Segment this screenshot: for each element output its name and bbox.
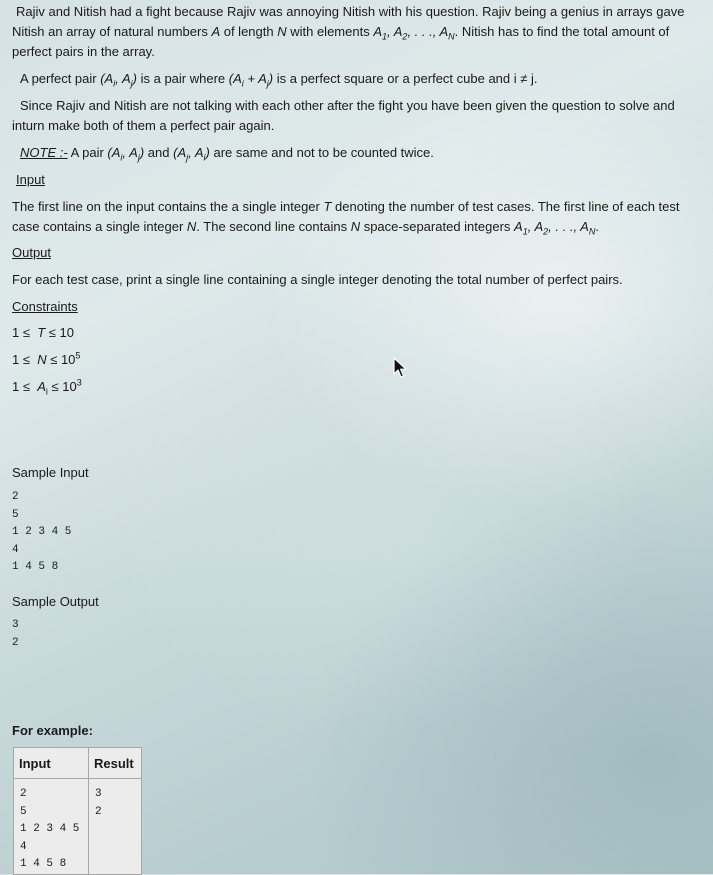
input-var-t: T (323, 199, 332, 214)
intro-text-4: . Nitish has to find the total amount of perfect pairs in the array. (12, 24, 670, 59)
perfect-pair-expr-2: $(A_i + A_j)$ (228, 71, 274, 89)
since-text: Since Rajiv and Nitish are not talking with each other after the fight you have been given the question to solve and inturn make both of them a perfect pair again. (12, 98, 675, 133)
output-description (12, 270, 704, 290)
input-text-5: . (595, 219, 599, 234)
example-table-header-row (14, 748, 142, 779)
example-col-input: Input (14, 748, 89, 779)
perfect-pair-text-1: A perfect pair (20, 71, 101, 86)
intro-var-n: N (277, 24, 287, 39)
intro-text-3: with elements (286, 24, 374, 39)
input-text-1: The first line on the input contains the a single integer (12, 199, 324, 214)
constraints-heading: Constraints (12, 299, 78, 314)
example-result-cell (89, 779, 142, 875)
example-table (13, 747, 142, 875)
perfect-pair-definition (12, 69, 704, 89)
note-label: NOTE :- (20, 145, 68, 160)
mouse-cursor-icon (393, 357, 407, 379)
example-result-value: 3 2 (95, 788, 102, 818)
perfect-pair-expr-1: ($A_i$, $A_j$) (100, 71, 137, 89)
perfect-pair-text-2: is a pair where (136, 71, 229, 86)
sample-input-heading: Sample Input (12, 465, 89, 480)
sample-output-code: 3 2 (12, 619, 19, 649)
example-input-value: 2 5 1 2 3 4 5 4 1 4 5 8 (20, 788, 80, 870)
constraint-n: $1 \le N \le 10^5$ (12, 350, 81, 367)
intro-elements: $A_1$, $A_2$, . . ., $A_N$ (373, 24, 455, 42)
since-paragraph (12, 96, 704, 136)
sample-output-heading-block (12, 592, 704, 612)
constraint-t: 1 ≤ T ≤ 10 (12, 325, 74, 340)
sample-input-code: 2 5 1 2 3 4 5 4 1 4 5 8 (12, 491, 72, 573)
example-table-wrapper (13, 747, 142, 875)
example-col-result: Result (89, 748, 142, 779)
output-text: For each test case, print a single line containing a single integer denoting the total number of perfect pairs. (12, 272, 623, 287)
input-text-3: . The second line contains (196, 219, 351, 234)
note-expr-1: ($A_i$, $A_j$) (107, 145, 145, 163)
example-input-cell (14, 779, 89, 875)
note-text-1: A pair (67, 145, 108, 160)
output-heading-block (12, 243, 704, 263)
note-expr-2: ($A_j$, $A_i$) (173, 145, 210, 163)
note-text-2: and (144, 145, 174, 160)
example-heading-block (12, 721, 704, 741)
input-var-n-2: N (350, 219, 361, 234)
input-var-n: N (186, 219, 197, 234)
input-text-4: space-separated integers (360, 219, 515, 234)
input-heading-block (12, 170, 704, 190)
sample-output-heading: Sample Output (12, 594, 99, 609)
note-paragraph (12, 143, 704, 163)
input-description (12, 197, 704, 237)
constraint-ai: $1 \le A_i \le 10^3$ (12, 377, 82, 397)
perfect-pair-text-3: is a perfect square or a perfect cube and i ≠ j. (273, 71, 538, 86)
input-heading: Input (16, 172, 45, 187)
sample-input-heading-block (12, 463, 704, 483)
intro-var-a: A (211, 24, 221, 39)
constraints-heading-block (12, 297, 704, 317)
intro-text-2: of length (220, 24, 278, 39)
intro-text-1: Rajiv and Nitish had a fight because Rajiv was annoying Nitish with his question. Rajiv being a genius in arrays gave Nitish an array of natural numbers (12, 4, 685, 39)
note-text-3: are same and not to be counted twice. (209, 145, 434, 160)
example-heading: For example: (12, 723, 93, 738)
table-row (14, 779, 142, 875)
intro-paragraph (12, 2, 704, 62)
input-elements: $A_1$, $A_2$, . . ., $A_N$ (514, 219, 596, 237)
output-heading: Output (12, 245, 52, 260)
input-text-2: denoting the number of test cases. The first line of each test case contains a single integer (12, 199, 680, 234)
